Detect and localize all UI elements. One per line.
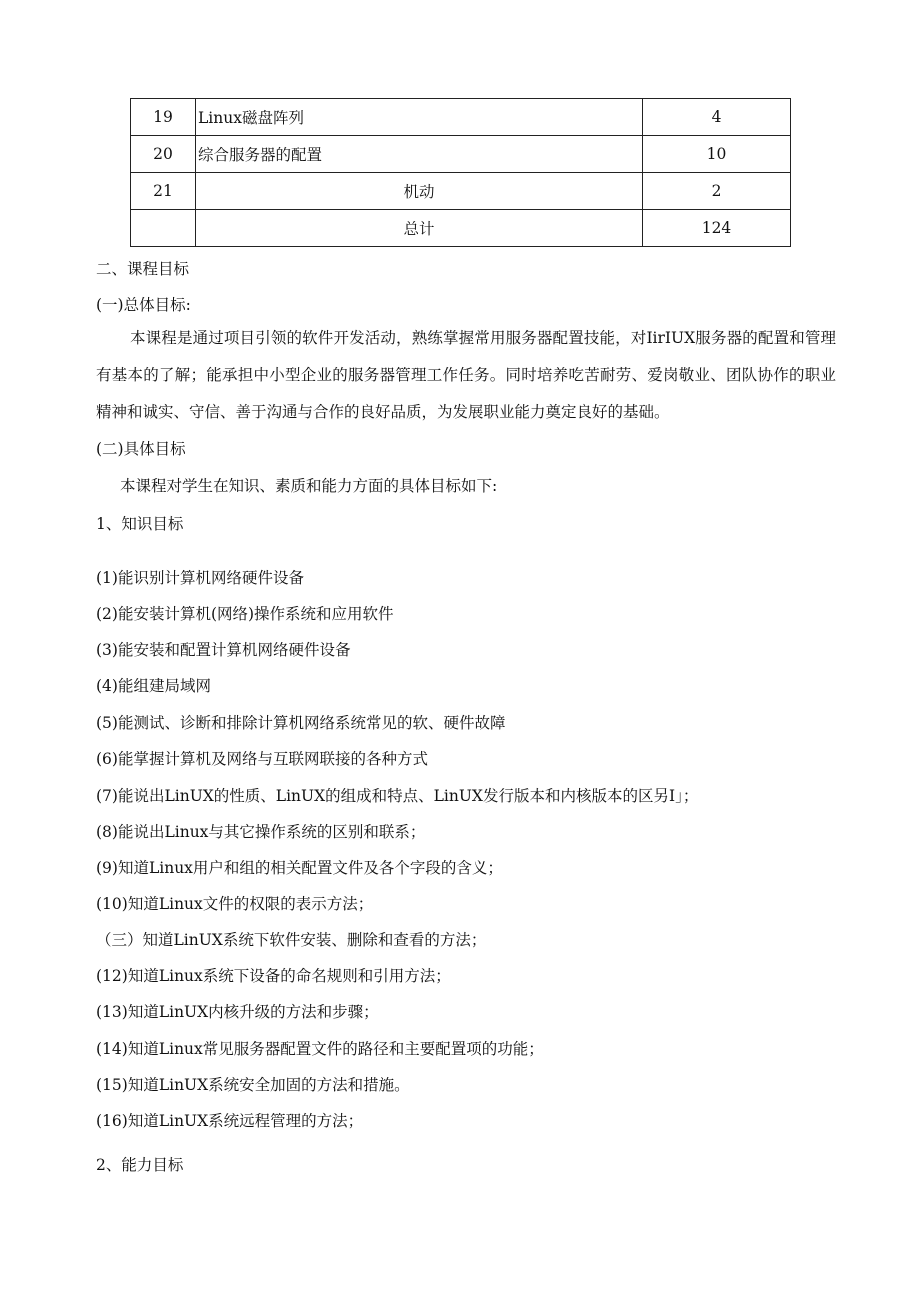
knowledge-item: (8)能说出Linux与其它操作系统的区别和联系； [96,823,426,841]
section-heading-course-goals: 二、课程目标 [96,260,190,278]
row-number [131,210,196,247]
knowledge-item: (5)能测试、诊断和排除计算机网络系统常见的软、硬件故障 [96,714,506,732]
row-content: Linux磁盘阵列 [196,99,643,136]
ability-goal-heading: 2、能力目标 [96,1156,184,1174]
row-content: 机动 [196,173,643,210]
row-number: 19 [131,99,196,136]
knowledge-item: (6)能掌握计算机及网络与互联网联接的各种方式 [96,750,428,768]
knowledge-item: (3)能安装和配置计算机网络硬件设备 [96,641,351,659]
table-row [131,136,791,173]
knowledge-item: (12)知道Linux系统下设备的命名规则和引用方法； [96,967,451,985]
table-row [131,173,791,210]
knowledge-item: (2)能安装计算机(网络)操作系统和应用软件 [96,605,394,623]
course-hours-table [130,98,791,247]
row-content: 综合服务器的配置 [196,136,643,173]
knowledge-item: (10)知道Linux文件的权限的表示方法； [96,895,374,913]
row-number: 21 [131,173,196,210]
knowledge-item: (9)知道Linux用户和组的相关配置文件及各个字段的含义； [96,859,503,877]
row-number: 20 [131,136,196,173]
knowledge-item: (4)能组建局域网 [96,677,211,695]
knowledge-item: (14)知道Linux常见服务器配置文件的路径和主要配置项的功能； [96,1040,544,1058]
row-hours: 124 [643,210,791,247]
row-hours: 4 [643,99,791,136]
knowledge-item: (7)能说出LinUX的性质、LinUX的组成和特点、LinUX发行版本和内核版本的区另I」； [96,787,699,805]
knowledge-item: （三）知道LinUX系统下软件安装、删除和查看的方法； [96,931,487,949]
knowledge-item: (13)知道LinUX内核升级的方法和步骤； [96,1003,379,1021]
knowledge-item: (15)知道LinUX系统安全加固的方法和措施。 [96,1076,410,1094]
knowledge-item: (16)知道LinUX系统远程管理的方法； [96,1112,364,1130]
overall-goal-heading: (一)总体目标: [96,296,191,314]
row-hours: 10 [643,136,791,173]
knowledge-goal-heading: 1、知识目标 [96,515,184,533]
table-row [131,210,791,247]
overall-goal-paragraph: 本课程是通过项目引领的软件开发活动，熟练掌握常用服务器配置技能，对IirIUX服务器的配置和管理有基本的了解；能承担中小型企业的服务器管理工作任务。同时培养吃苦耐劳、爱岗敬业、团队协作的职业精神和诚实、守信、善于沟通与合作的良好品质，为发展职业能力奠定良好的基础。 [96,329,836,421]
specific-goal-heading: (二)具体目标 [96,440,186,458]
knowledge-item: (1)能识别计算机网络硬件设备 [96,569,304,587]
specific-goal-intro: 本课程对学生在知识、素质和能力方面的具体目标如下: [120,477,498,495]
row-content: 总计 [196,210,643,247]
table-row [131,99,791,136]
row-hours: 2 [643,173,791,210]
